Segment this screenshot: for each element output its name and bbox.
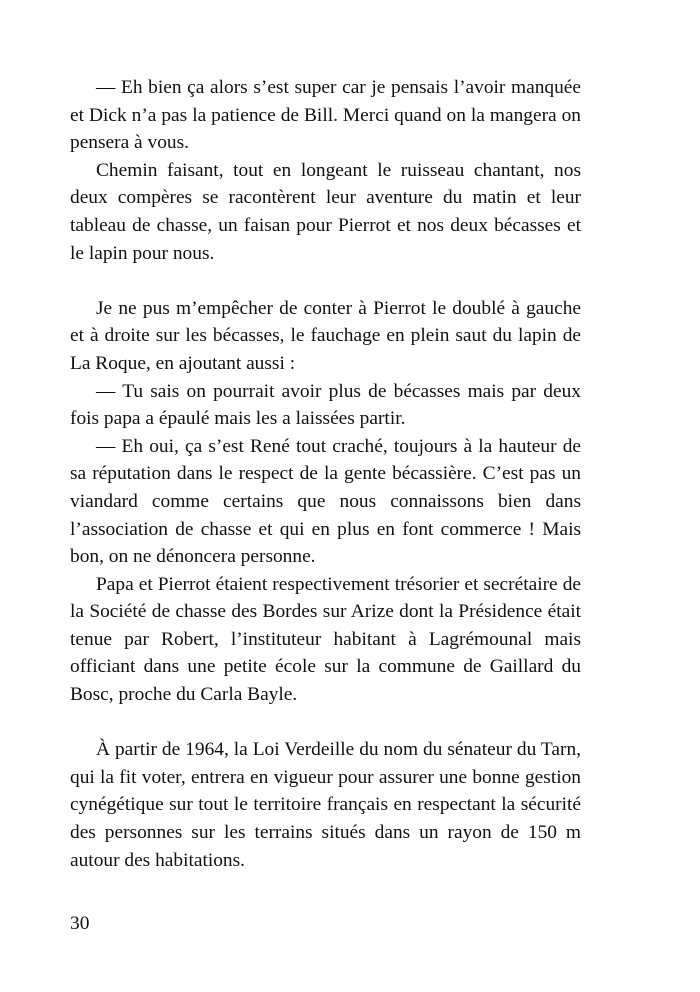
page-number: 30 xyxy=(70,913,90,934)
paragraph-societe-chasse: Papa et Pierrot étaient respectivement trésorier et secrétaire de la Société de chasse des Bordes sur Arize dont la Présidence était tenue par Robert, l’instituteur habitant à Lagrémounal mais officiant dans une petite école sur la commune de Gaillard du Bosc, proche du Carla Bayle. xyxy=(70,573,581,706)
paragraph-loi-verdeille: À partir de 1964, la Loi Verdeille du nom du sénateur du Tarn, qui la fit voter, entrera en vigueur pour assurer une bonne gestion cynégétique sur tout le territoire français en respectant la sécurité des personnes sur les terrains situés dans un rayon de 150 m autour des habitations. xyxy=(70,739,581,871)
paragraph-dialogue-1: — Eh bien ça alors s’est super car je pensais l’avoir manquée et Dick n’a pas la patience de Bill. Merci quand on la mangera on pensera à vous. xyxy=(70,77,581,154)
paragraph-dialogue-2: — Tu sais on pourrait avoir plus de bécasses mais par deux fois papa a épaulé mais les a laissées partir. xyxy=(70,380,581,430)
paragraph-dialogue-3: — Eh oui, ça s’est René tout craché, toujours à la hauteur de sa réputation dans le respect de la gente bécassière. C’est pas un viandard comme certains que nous connaissons bien dans l’association de chasse et qui en plus en font commerce ! Mais bon, on ne dénoncera personne. xyxy=(70,435,581,568)
body-text xyxy=(70,74,581,874)
paragraph-chemin-faisant: Chemin faisant, tout en longeant le ruisseau chantant, nos deux compères se racontèrent leur aventure du matin et leur tableau de chasse, un faisan pour Pierrot et nos deux bécasses et le lapin pour nous. xyxy=(70,159,581,264)
paragraph-conter: Je ne pus m’empêcher de conter à Pierrot le doublé à gauche et à droite sur les bécasses, le fauchage en plein saut du lapin de La Roque, en ajoutant aussi : xyxy=(70,297,581,374)
